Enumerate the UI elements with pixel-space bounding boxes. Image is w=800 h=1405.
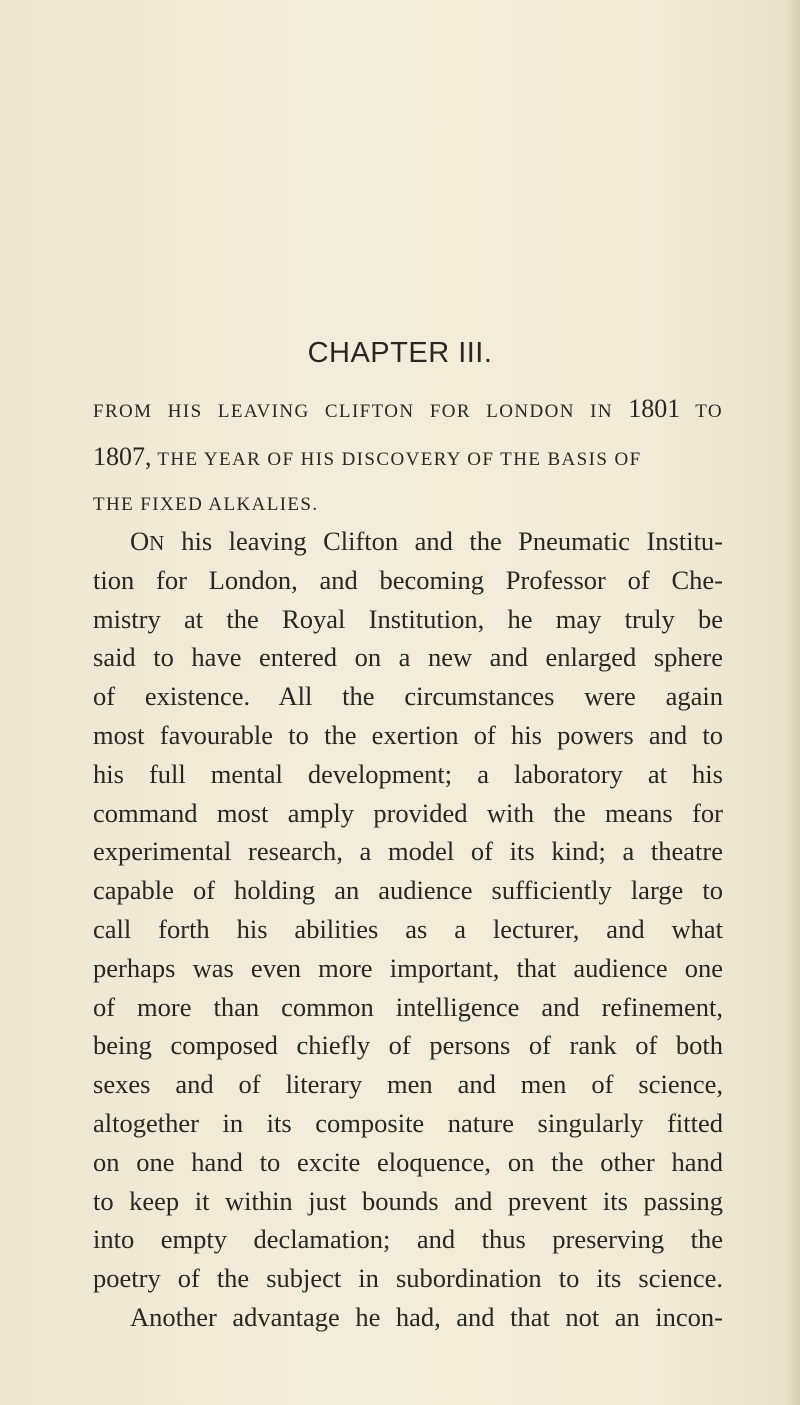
body-line: of more than common intelligence and refinement,	[93, 991, 723, 1022]
opening-capital: O	[130, 526, 150, 556]
summary-line-2	[93, 433, 723, 481]
page-edge-shadow	[786, 0, 800, 1405]
body-line-1	[93, 522, 723, 561]
summary-line-1	[93, 385, 723, 433]
summary-line-1-end: TO	[695, 401, 723, 422]
body-line: tion for London, and becoming Professor of Che-	[93, 564, 723, 595]
body-line-last: Another advantage he had, and that not an incon-	[130, 1301, 723, 1332]
opening-small-caps: N	[149, 531, 165, 555]
body-line: of existence. All the circumstances were again	[93, 681, 723, 712]
body-line: altogether in its composite nature singularly fitted	[93, 1107, 723, 1138]
summary-year-start: 1801	[628, 394, 681, 423]
chapter-title: CHAPTER III.	[307, 337, 493, 369]
body-line: into empty declamation; and thus preserving the	[93, 1224, 723, 1255]
summary-year-end: 1807,	[93, 442, 152, 471]
body-line: being composed chiefly of persons of rank of both	[93, 1030, 723, 1061]
body-line: call forth his abilities as a lecturer, and what	[93, 913, 723, 944]
summary-line-3: THE FIXED ALKALIES.	[93, 494, 319, 515]
body-line: to keep it within just bounds and prevent its passing	[93, 1185, 723, 1216]
body-line: his full mental development; a laboratory at his	[93, 758, 723, 789]
chapter-summary	[93, 385, 723, 529]
body-line: poetry of the subject in subordination to its science.	[93, 1263, 723, 1294]
summary-line-1-text: FROM HIS LEAVING CLIFTON FOR LONDON IN	[93, 401, 613, 422]
body-paragraph	[93, 522, 723, 1337]
body-line: mistry at the Royal Institution, he may truly be	[93, 603, 723, 634]
body-line: said to have entered on a new and enlarged sphere	[93, 642, 723, 673]
body-line: on one hand to excite eloquence, on the other hand	[93, 1146, 723, 1177]
body-line: capable of holding an audience sufficiently large to	[93, 875, 723, 906]
body-line: sexes and of literary men and men of science,	[93, 1069, 723, 1100]
body-line: command most amply provided with the means for	[93, 797, 723, 828]
body-line: experimental research, a model of its kind; a theatre	[93, 836, 723, 867]
summary-line-2-text: THE YEAR OF HIS DISCOVERY OF THE BASIS OF	[157, 449, 642, 470]
body-line-1-text: his leaving Clifton and the Pneumatic Institu-	[181, 526, 724, 556]
body-line: perhaps was even more important, that audience one	[93, 952, 723, 983]
body-line: most favourable to the exertion of his powers and to	[93, 719, 723, 750]
